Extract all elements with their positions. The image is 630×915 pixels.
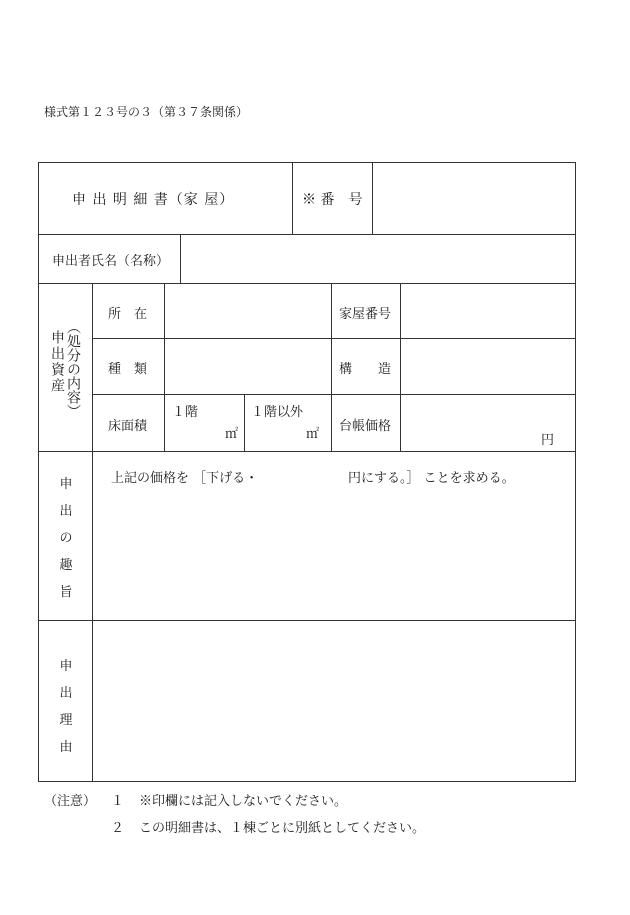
applicant-name-label: 申出者氏名（名称）	[52, 254, 170, 269]
structure-label: 構 造	[339, 362, 392, 377]
reason-label	[58, 653, 74, 761]
floor-area-label: 床面積	[108, 419, 148, 434]
note-number: １	[111, 794, 125, 809]
location-label: 所 在	[108, 307, 148, 322]
purpose-label-char: 旨	[59, 585, 73, 600]
table-bottom-border	[38, 781, 576, 782]
ledger-price-label: 台帳価格	[339, 419, 392, 434]
reason-label-char: 由	[59, 740, 73, 755]
form-number: 様式第１２３号の３（第３７条関係）	[44, 105, 249, 119]
form-title: 申 出 明 細 書（家 屋）	[72, 192, 235, 208]
property-group-sublabel: （処分の内容）	[65, 320, 81, 418]
col-divider	[292, 162, 293, 234]
note-text: この明細書は、１棟ごとに別紙としてください。	[139, 821, 426, 836]
table-left-border	[38, 162, 39, 782]
note-number: ２	[111, 821, 125, 836]
house-number-label: 家屋番号	[339, 307, 392, 322]
purpose-amount-field[interactable]	[262, 463, 344, 485]
floor1-label: １階	[172, 405, 199, 420]
property-group-label: 申出資産	[49, 330, 65, 394]
structure-field[interactable]	[401, 339, 575, 394]
note-text: ※印欄には記入しないでください。	[139, 794, 348, 809]
purpose-label-char: 趣	[59, 558, 73, 573]
floor-other-area-field[interactable]	[245, 395, 331, 451]
purpose-label-char: 出	[59, 504, 73, 519]
ledger-price-unit: 円	[541, 433, 555, 448]
number-label: ※ 番 号	[302, 192, 363, 208]
floor-other-unit: ㎡	[306, 427, 320, 442]
floor-other-label: １階以外	[251, 405, 304, 420]
type-field[interactable]	[165, 339, 331, 394]
reason-label-char: 出	[59, 686, 73, 701]
table-right-border	[575, 162, 576, 782]
row-divider	[38, 451, 576, 452]
purpose-text-after: 円にする。］ ことを求める。	[348, 471, 515, 486]
purpose-text-before: 上記の価格を ［下げる・	[111, 471, 259, 486]
purpose-label	[58, 471, 74, 606]
notes-heading: （注意）	[44, 794, 97, 809]
reason-field[interactable]	[93, 621, 575, 781]
ledger-price-field[interactable]	[401, 395, 575, 451]
house-number-field[interactable]	[401, 284, 575, 338]
purpose-label-char: 申	[59, 477, 73, 492]
purpose-label-char: の	[59, 531, 73, 546]
col-divider	[331, 283, 332, 451]
number-field[interactable]	[373, 163, 575, 234]
floor1-unit: ㎡	[225, 427, 239, 442]
reason-label-char: 理	[59, 713, 73, 728]
reason-label-char: 申	[59, 659, 73, 674]
applicant-name-field[interactable]	[181, 235, 575, 283]
location-field[interactable]	[165, 284, 331, 338]
type-label: 種 類	[108, 362, 148, 377]
floor1-area-field[interactable]	[165, 395, 244, 451]
